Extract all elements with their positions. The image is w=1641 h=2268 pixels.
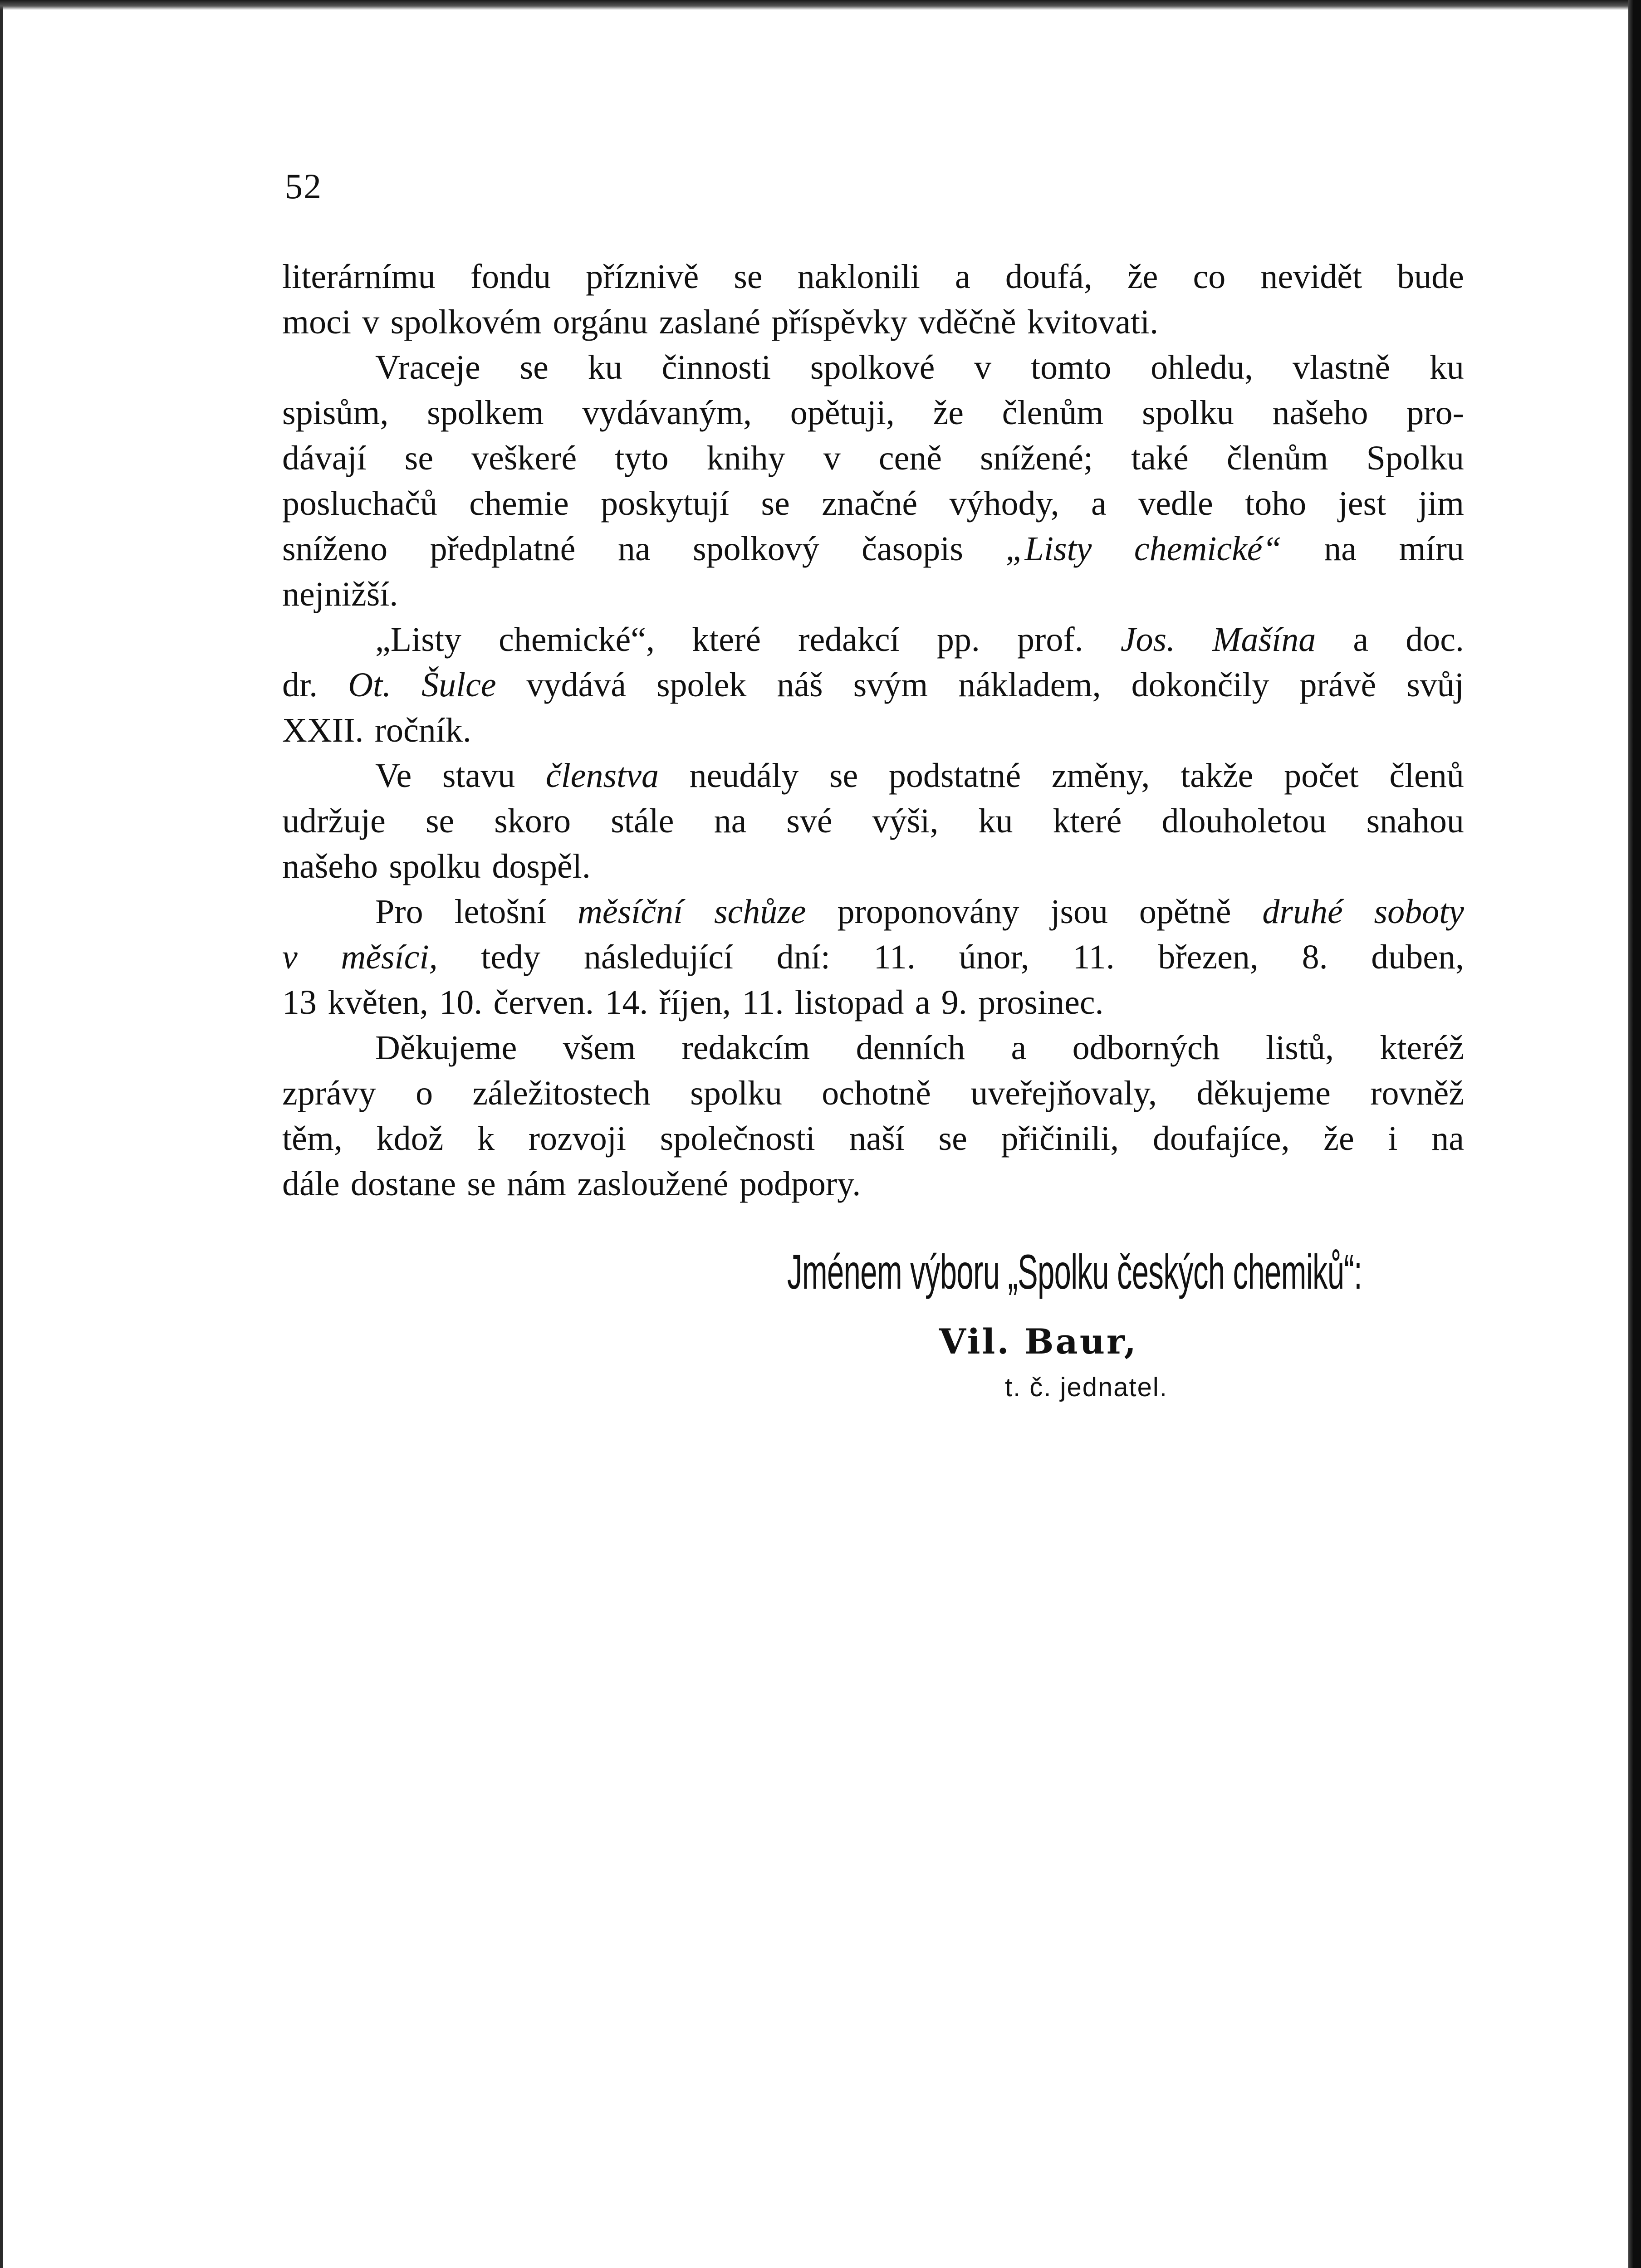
word: Šulce [421, 666, 496, 704]
text-line [282, 572, 1464, 617]
text-line [282, 934, 1464, 980]
word: květen, [328, 983, 428, 1022]
word: na [1324, 530, 1357, 568]
scan-edge-left [0, 0, 3, 2268]
word: 11. [873, 938, 916, 976]
word: soboty [1374, 893, 1464, 931]
word: nejnižší. [282, 575, 398, 613]
word: listů, [1266, 1029, 1334, 1067]
word: v [282, 938, 298, 976]
word: spolkovém [390, 303, 542, 341]
body-text [282, 254, 1464, 1207]
word: také [1131, 439, 1189, 477]
word: se [519, 348, 549, 386]
word: Jos. [1120, 621, 1176, 659]
word: se [829, 757, 858, 795]
text-line [282, 1161, 1464, 1207]
word: spolku [690, 1074, 782, 1112]
word: v [823, 439, 841, 477]
word: spisům, [282, 394, 389, 432]
text-line [282, 299, 1464, 345]
word: spolek [656, 666, 747, 704]
page-number: 52 [285, 166, 322, 206]
word: Pro [375, 893, 423, 931]
word: ročník. [374, 711, 471, 749]
text-line [282, 526, 1464, 572]
word: rozvoji [528, 1119, 627, 1158]
word: se [938, 1119, 967, 1158]
word: opětně [1139, 893, 1231, 931]
word: spolku [389, 847, 481, 885]
word: se [761, 484, 790, 523]
word: a [955, 258, 970, 296]
word: poskytují [601, 484, 730, 523]
text-line [282, 481, 1464, 526]
word: nákladem, [958, 666, 1101, 704]
word: jim [1418, 484, 1464, 523]
word: vydávaným, [582, 394, 752, 432]
word: na [1431, 1119, 1464, 1158]
word: značné [822, 484, 918, 523]
word: zasloužené [577, 1165, 729, 1203]
word: ku [978, 802, 1013, 840]
text-line [282, 1025, 1464, 1070]
word: letošní [454, 893, 547, 931]
word: „Listy [1005, 530, 1092, 568]
word: 8. [1302, 938, 1328, 976]
word: Ve [375, 757, 412, 795]
word: na [617, 530, 651, 568]
text-line [282, 980, 1464, 1025]
word: nevidět [1260, 258, 1362, 296]
word: přičinili, [1001, 1119, 1119, 1158]
word: právě [1299, 666, 1376, 704]
word: co [1193, 258, 1226, 296]
word: rovněž [1370, 1074, 1464, 1112]
word: činnosti [661, 348, 771, 386]
word: doufajíce, [1152, 1119, 1290, 1158]
word: všem [563, 1029, 636, 1067]
word: jsou [1050, 893, 1108, 931]
word: duben, [1371, 938, 1464, 976]
scan-edge-top [0, 0, 1641, 10]
word: říjen, [659, 983, 731, 1022]
word: podstatné [888, 757, 1021, 795]
word: že [933, 394, 964, 432]
word: členů [1389, 757, 1464, 795]
word: vedle [1138, 484, 1213, 523]
word: výhody, [949, 484, 1059, 523]
word: Spolku [1366, 439, 1464, 477]
text-line [282, 617, 1464, 662]
word: společnosti [660, 1119, 815, 1158]
word: jest [1338, 484, 1386, 523]
word: neudály [689, 757, 799, 795]
word: takže [1181, 757, 1254, 795]
word: dostane [350, 1165, 456, 1203]
word: Děkujeme [375, 1029, 517, 1067]
word: listopad [794, 983, 904, 1022]
word: zaslané [659, 303, 761, 341]
word: a [915, 983, 931, 1022]
word: míru [1399, 530, 1464, 568]
signature-on-behalf: Jménem výboru „Spolku českých chemiků“: [787, 1244, 1362, 1299]
word: odborných [1072, 1029, 1220, 1067]
word: následující [583, 938, 734, 976]
word: změny, [1051, 757, 1150, 795]
word: výši, [872, 802, 939, 840]
word: Ot. [348, 666, 392, 704]
word: členům [1002, 394, 1104, 432]
text-line [282, 889, 1464, 934]
text-line [282, 1116, 1464, 1161]
word: tyto [615, 439, 669, 477]
word: a [1353, 621, 1369, 659]
word: proponovány [837, 893, 1019, 931]
word: snížené; [980, 439, 1093, 477]
word: spolkové [810, 348, 935, 386]
word: chemické“, [499, 621, 655, 659]
word: ku [588, 348, 622, 386]
word: záležitostech [472, 1074, 651, 1112]
word: spolkový [693, 530, 819, 568]
word: ochotně [822, 1074, 931, 1112]
word: zprávy [282, 1074, 376, 1112]
word: naší [849, 1119, 905, 1158]
word: naklonili [797, 258, 920, 296]
word: tomto [1030, 348, 1112, 386]
word: počet [1284, 757, 1359, 795]
word: které [692, 621, 761, 659]
word: vlastně [1292, 348, 1391, 386]
word: vydává [526, 666, 626, 704]
word: těm, [282, 1119, 343, 1158]
word: stále [611, 802, 674, 840]
word: i [1388, 1119, 1398, 1158]
word: které [1053, 802, 1122, 840]
text-line [282, 435, 1464, 481]
word: schůze [714, 893, 806, 931]
word: denních [856, 1029, 965, 1067]
word: pro- [1406, 394, 1464, 432]
text-line [282, 708, 1464, 753]
word: uveřejňovaly, [970, 1074, 1157, 1112]
word: se [734, 258, 763, 296]
text-line [282, 1070, 1464, 1116]
word: 9. [941, 983, 967, 1022]
word: 10. [439, 983, 483, 1022]
word: předplatné [430, 530, 576, 568]
word: sníženo [282, 530, 388, 568]
word: náš [777, 666, 823, 704]
word: XXII. [282, 711, 364, 749]
word: prof. [1017, 621, 1083, 659]
word: příznivě [586, 258, 699, 296]
word: na [714, 802, 747, 840]
word: kteréž [1380, 1029, 1464, 1067]
word: ceně [878, 439, 942, 477]
word: posluchačů [282, 484, 437, 523]
text-line [282, 345, 1464, 390]
word: chemie [469, 484, 569, 523]
word: březen, [1158, 938, 1259, 976]
word: spolku [1142, 394, 1234, 432]
word: veškeré [471, 439, 577, 477]
word: ohledu, [1151, 348, 1253, 386]
word: Vraceje [375, 348, 480, 386]
word: bude [1397, 258, 1464, 296]
word: orgánu [553, 303, 648, 341]
word: dále [282, 1165, 340, 1203]
word: měsíci, [341, 938, 438, 976]
word: a [1091, 484, 1107, 523]
word: 11. [1073, 938, 1115, 976]
word: 13 [282, 983, 317, 1022]
text-line [282, 390, 1464, 435]
text-line [282, 753, 1464, 798]
word: ku [1429, 348, 1464, 386]
word: toho [1245, 484, 1307, 523]
word: kdož [376, 1119, 444, 1158]
word: vděčně [918, 303, 1016, 341]
word: chemické“ [1134, 530, 1282, 568]
word: a [1011, 1029, 1027, 1067]
word: „Listy [375, 621, 461, 659]
word: se [467, 1165, 496, 1203]
word: Mašína [1212, 621, 1316, 659]
word: 14. [605, 983, 648, 1022]
text-line [282, 798, 1464, 844]
word: tedy [481, 938, 541, 976]
word: časopis [862, 530, 963, 568]
word: kvitovati. [1027, 303, 1159, 341]
word: doufá, [1005, 258, 1092, 296]
word: redakcí [798, 621, 900, 659]
word: členstva [545, 757, 659, 795]
word: prosinec. [978, 983, 1104, 1022]
word: pp. [936, 621, 980, 659]
word: se [404, 439, 434, 477]
signer-role: t. č. jednatel. [1005, 1373, 1168, 1402]
word: svůj [1406, 666, 1464, 704]
word: našeho [1272, 394, 1368, 432]
word: svým [853, 666, 928, 704]
word: stavu [442, 757, 515, 795]
word: literárnímu [282, 258, 436, 296]
word: skoro [494, 802, 571, 840]
word: našeho [282, 847, 378, 885]
word: spolkem [427, 394, 544, 432]
word: že [1127, 258, 1158, 296]
word: příspěvky [771, 303, 908, 341]
word: opětuji, [790, 394, 895, 432]
word: členům [1226, 439, 1328, 477]
word: druhé [1262, 893, 1343, 931]
word: v [362, 303, 380, 341]
word: fondu [470, 258, 551, 296]
word: o [416, 1074, 433, 1112]
text-line [282, 662, 1464, 708]
word: v [974, 348, 992, 386]
word: že [1323, 1119, 1354, 1158]
word: doc. [1406, 621, 1464, 659]
word: udržuje [282, 802, 386, 840]
signer-name: Vil. Baur, [939, 1321, 1138, 1362]
word: nám [507, 1165, 566, 1203]
word: dávají [282, 439, 367, 477]
scan-edge-right [1628, 0, 1641, 2268]
word: k [477, 1119, 495, 1158]
word: dr. [282, 666, 318, 704]
word: redakcím [681, 1029, 810, 1067]
word: dní: [776, 938, 830, 976]
word: měsíční [577, 893, 683, 931]
text-line [282, 254, 1464, 299]
word: se [425, 802, 455, 840]
word: knihy [706, 439, 785, 477]
word: 11. [742, 983, 784, 1022]
word: dlouholetou [1161, 802, 1327, 840]
word: dokončily [1131, 666, 1269, 704]
word: moci [282, 303, 351, 341]
word: dospěl. [492, 847, 591, 885]
word: děkujeme [1196, 1074, 1331, 1112]
word: únor, [959, 938, 1029, 976]
word: červen. [493, 983, 594, 1022]
word: své [786, 802, 833, 840]
word: snahou [1366, 802, 1464, 840]
word: podpory. [739, 1165, 861, 1203]
text-line [282, 844, 1464, 889]
